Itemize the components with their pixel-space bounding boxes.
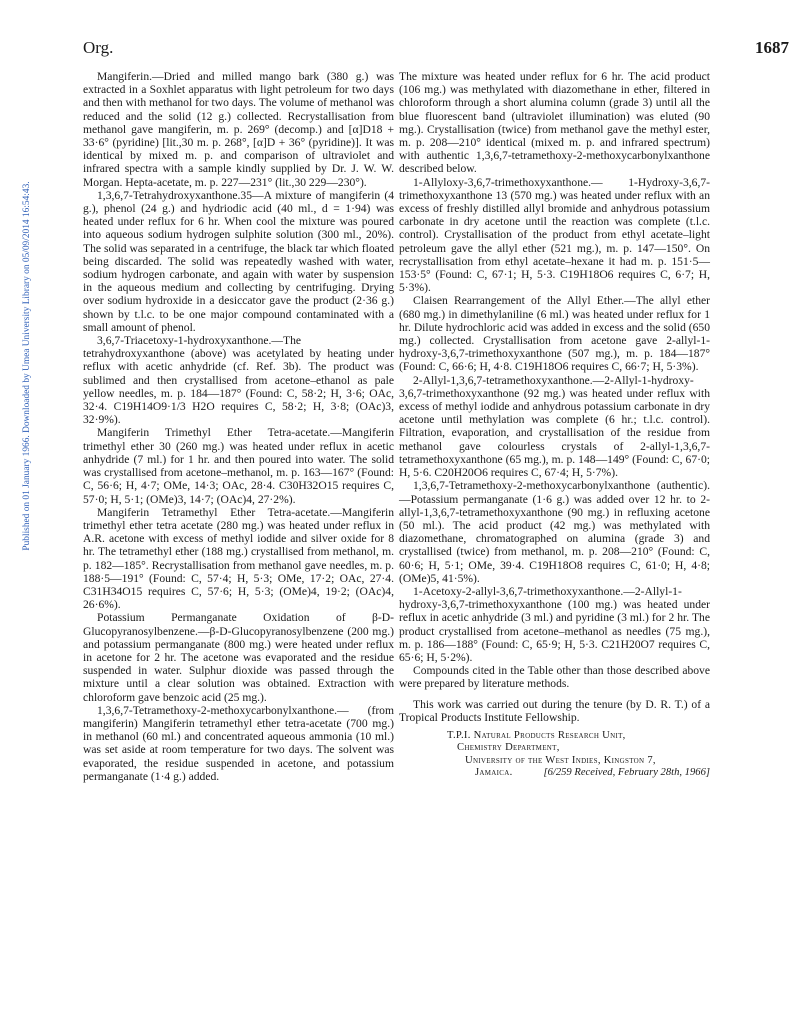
paragraph: 2-Allyl-1,3,6,7-tetramethoxyxanthone.—2-Allyl-1-hydroxy-3,6,7-trimethoxyxanthone (92 mg.) was heated under reflux with excess of methyl iodide and anhydrous potassium carbonate in dry acetone until methylation was complete (6 hr.; t.l.c. control). Filtration, evaporation, and crystallisation of the residue from methanol gave colourless crystals of 2-allyl-1,3,6,7-tetramethoxyxanthone (65 mg.), m. p. 148—149° (Found: C, 67·0; H, 5·6. C20H20O6 requires C, 67·4; H, 5·7%). [399, 373, 710, 480]
paragraph: Mangiferin Trimethyl Ether Tetra-acetate.—Mangiferin trimethyl ether 30 (260 mg.) was heated under reflux in acetic anhydride (7 ml.) for 1 hr. and then poured into water. The solid was crystallised from acetone–methanol, m. p. 163—167° (Found: C, 56·6; H, 4·7; OMe, 14·3; OAc, 28·4. C30H32O15 requires C, 57·0; H, 5·1; (OMe)3, 14·7; (OAc)4, 27·2%). [83, 426, 394, 506]
paragraph: Potassium Permanganate Oxidation of β-D-Glucopyranosylbenzene.—β-D-Glucopyranosylbenzene (200 mg.) and potassium permanganate (800 mg.) were heated under reflux in acetone for 2 hr. The acetone was evaporated and the residue suspended in water. Sulphur dioxide was passed through the mixture until a clear solution was obtained. Extraction with chloroform gave benzoic acid (25 mg.). [83, 611, 394, 704]
author-address [399, 730, 710, 780]
paragraph: Claisen Rearrangement of the Allyl Ether.—The allyl ether (680 mg.) in dimethylaniline (6 ml.) was heated under reflux for 1 hr. Dilute hydrochloric acid was added in excess and the solid (650 mg.) collected. Crystallisation from acetone gave 2-allyl-1-hydroxy-3,6,7-trimethoxyxanthone (507 mg.), m. p. 184—187° (Found: C, 66·6; H, 4·8. C19H18O6 requires C, 66·7; H, 5·3%). [399, 294, 711, 374]
paragraph: The mixture was heated under reflux for 6 hr. The acid product (106 mg.) was methylated with diazomethane in ether, filtered in chloroform through a short alumina column (grade 3) until all the blue fluorescent band (ultraviolet illumination) was eluted (90 mg.). Crystallisation (twice) from methanol gave the methyl ester, m. p. 208—210° identical (mixed m. p. and infrared spectrum) with authentic 1,3,6,7-tetramethoxy-2-methoxycarbonylxanthone described below. [399, 70, 710, 176]
download-watermark [0, 0, 32, 1032]
received-date: [6/259 Received, February 28th, 1966] [543, 767, 710, 779]
paragraph: Compounds cited in the Table other than those described above were prepared by literature methods. [399, 664, 710, 691]
left-column [83, 70, 394, 783]
address-line: T.P.I. Natural Products Research Unit, [447, 729, 626, 741]
journal-section: Org. [83, 38, 114, 57]
paragraph: Mangiferin.—Dried and milled mango bark (380 g.) was extracted in a Soxhlet apparatus with light petroleum for two days and then with methanol for two days. The volume of methanol was reduced and the solid (12 g.) collected. Recrystallisation from methanol gave mangiferin, m. p. 269° (decomp.) and [α]D18 + 33·6° (pyridine) [lit.,30 m. p. 268°, [α]D + 36° (pyridine)]. It was identical by mixed m. p. and comparison of ultraviolet and infrared spectra with a sample kindly supplied by Dr. J. W. W. Morgan. Hepta-acetate, m. p. 227—231° (lit.,30 229—230°). [83, 70, 394, 189]
paragraph: 1,3,6,7-Tetramethoxy-2-methoxycarbonylxanthone.— (from mangiferin) Mangiferin tetramethyl ether tetra-acetate (700 mg.) in methanol (60 ml.) and concentrated aqueous ammonia (10 ml.) was set aside at room temperature for two days. The solvent was evaporated, the residue suspended in acetone, and potassium permanganate (1·4 g.) added. [83, 703, 394, 783]
address-place: Jamaica. [475, 767, 513, 779]
paragraph: 1-Acetoxy-2-allyl-3,6,7-trimethoxyxanthone.—2-Allyl-1-hydroxy-3,6,7-trimethoxyxanthone (100 mg.) was heated under reflux in acetic anhydride (3 ml.) and pyridine (3 ml.) for 2 hr. The product crystallised from acetone–methanol as needles (75 mg.), m. p. 186—188° (Found: C, 65·9; H, 5·3. C21H20O7 requires C, 65·6; H, 5·2%). [399, 584, 710, 664]
page-number: 1687 [755, 38, 789, 57]
address-line: University of the West Indies, Kingston 7, [465, 754, 656, 766]
paragraph: 3,6,7-Triacetoxy-1-hydroxyxanthone.—The tetrahydroxyxanthone (above) was acetylated by heating under reflux with acetic anhydride (cf. Ref. 3b). The product was sublimed and then crystallised from acetone–ethanol as pale yellow needles, m. p. 184—187° (Found: C, 58·2; H, 3·6; OAc, 32·4. C19H14O9·1/3 H2O requires C, 58·2; H, 3·8; (OAc)3, 32·9%). [83, 334, 394, 427]
paragraph: 1-Allyloxy-3,6,7-trimethoxyxanthone.— 1-Hydroxy-3,6,7-trimethoxyxanthone 13 (570 mg.) was heated under reflux with an excess of freshly distilled allyl bromide and anhydrous potassium carbonate in dry acetone until the reaction was complete (t.l.c. control). Crystallisation of the product from ethyl acetate–light petroleum gave the allyl ether (521 mg.), m. p. 147—150°. On recrystallisation from ethyl acetate–hexane it had m. p. 151·5—153·5° (Found: C, 67·1; H, 5·3. C19H18O6 requires C, 6·7; H, 5·3%). [399, 175, 710, 295]
address-line: Chemistry Department, [457, 742, 560, 754]
download-notice: Published on 01 January 1966. Downloaded by Umea University Library on 05/09/2014 16:54:43. [22, 181, 32, 551]
paragraph: 1,3,6,7-Tetrahydroxyxanthone.35—A mixture of mangiferin (4 g.), phenol (24 g.) and hydriodic acid (40 ml., d = 1·94) was heated under reflux for 6 hr. When cool the mixture was poured into aqueous sodium hydrogen sulphite solution (300 ml., 20%). The solid was separated in a centrifuge, the black tar which floated being discarded. The solid was repeatedly washed with water, sodium hydrogen carbonate, and again with water by suspension in the aqueous medium and collecting by centrifuging. Drying over sodium hydroxide in a desiccator gave the product (2·36 g.) shown by t.l.c. to be one major compound contaminated with a small amount of phenol. [83, 188, 394, 334]
acknowledgement: This work was carried out during the tenure (by D. R. T.) of a Tropical Products Institute Fellowship. [399, 697, 710, 724]
right-column [399, 70, 710, 780]
paragraph: Mangiferin Tetramethyl Ether Tetra-acetate.—Mangiferin trimethyl ether tetra acetate (280 mg.) was heated under reflux in A.R. acetone with excess of methyl iodide and silver oxide for 8 hr. The tetramethyl ether (188 mg.) crystallised from methanol, m. p. 182—185°. Recrystallisation from methanol gave needles, m. p. 188·5—191° (Found: C, 57·4; H, 5·3; OMe, 17·2; OAc, 27·4. C31H34O15 requires C, 57·6; H, 5·3; (OMe)4, 19·2; (OAc)4, 26·6%). [83, 505, 394, 612]
paragraph: 1,3,6,7-Tetramethoxy-2-methoxycarbonylxanthone (authentic).—Potassium permanganate (1·6 g.) was added over 12 hr. to 2-allyl-1,3,6,7-tetramethoxyxanthone (90 mg.) in refluxing acetone (50 ml.). The acid product (42 mg.) was methylated with diazomethane, chromatographed on alumina (grade 3) and crystallised (twice) from methanol, m. p. 208—210° (Found: C, 60·6; H, 5·1; OMe, 39·4. C19H18O8 requires C, 61·0; H, 4·8; (OMe)5, 41·5%). [399, 479, 710, 585]
